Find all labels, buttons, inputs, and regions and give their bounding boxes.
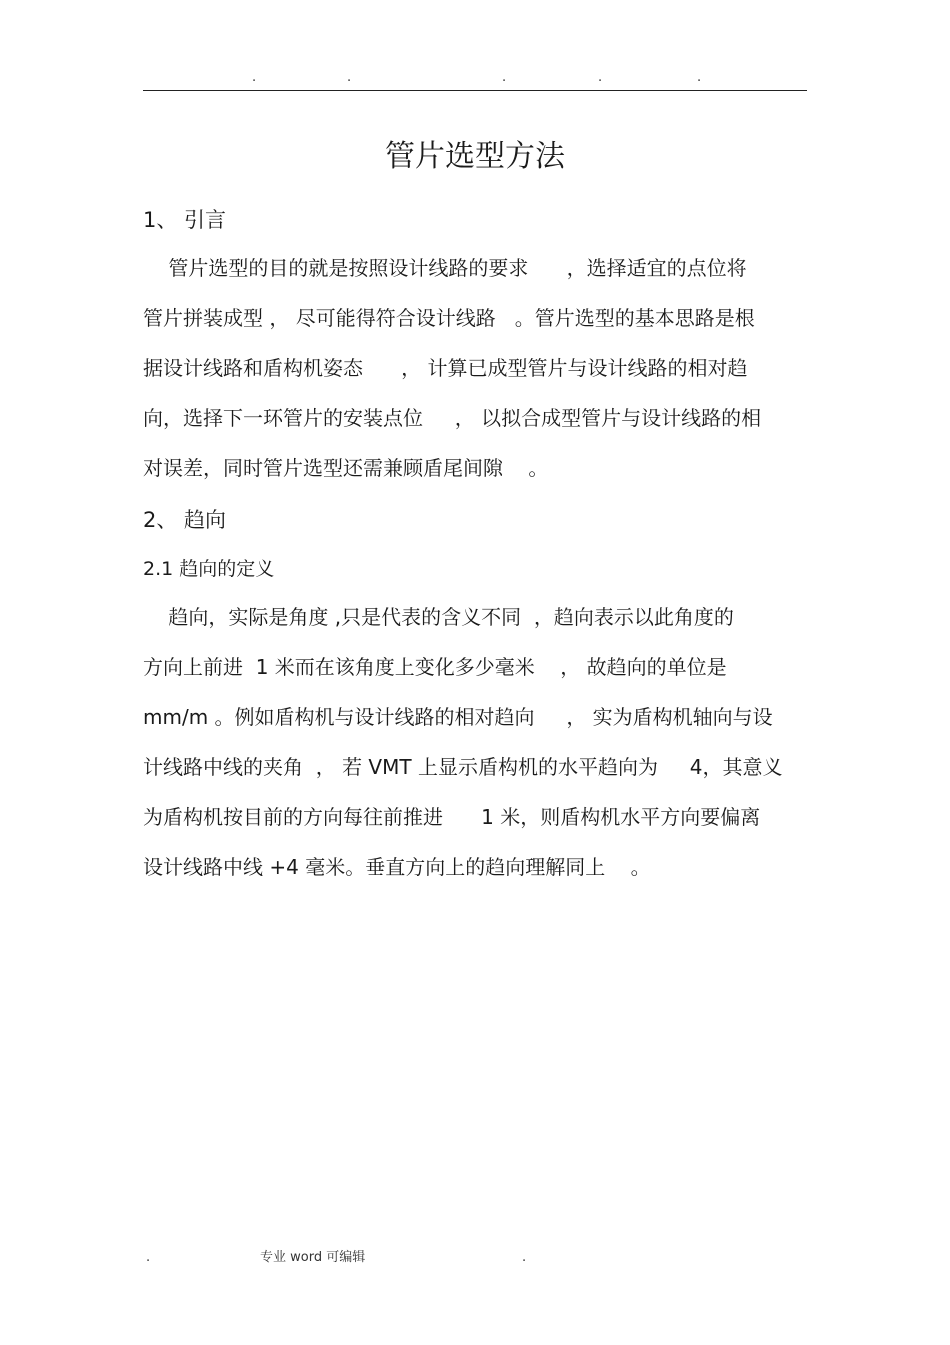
header-dots	[0, 70, 950, 90]
paragraph-line: 计线路中线的夹角 ， 若 VMT 上显示盾构机的水平趋向为 4，其意义	[143, 755, 783, 779]
subsection-heading-trend-definition: 2.1 趋向的定义	[143, 558, 275, 580]
footer-label: 专业 word 可编辑	[260, 1250, 366, 1265]
header-dot: .	[252, 70, 257, 85]
paragraph-line: 向，选择下一环管片的安装点位 ， 以拟合成型管片与设计线路的相	[143, 406, 762, 430]
paragraph-line: mm/m 。例如盾构机与设计线路的相对趋向 ， 实为盾构机轴向与设	[143, 705, 773, 729]
header-dot: .	[347, 70, 352, 85]
header-dot: .	[502, 70, 507, 85]
paragraph-line: 为盾构机按目前的方向每往前推进 1 米，则盾构机水平方向要偏离	[143, 805, 761, 829]
paragraph-line: 设计线路中线 +4 毫米。垂直方向上的趋向理解同上 。	[143, 855, 651, 879]
paragraph-line: 方向上前进 1 米而在该角度上变化多少毫米 ， 故趋向的单位是	[143, 655, 727, 679]
paragraph-line: 趋向，实际是角度 ,只是代表的含义不同 ，趋向表示以此角度的	[143, 605, 734, 629]
header-dot: .	[697, 70, 702, 85]
footer-dot-left: .	[146, 1250, 151, 1265]
footer-dot-right: .	[522, 1250, 527, 1265]
section-heading-intro: 1、 引言	[143, 208, 227, 232]
paragraph-line: 据设计线路和盾构机姿态 ， 计算已成型管片与设计线路的相对趋	[143, 356, 748, 380]
trend-definition-paragraph	[143, 592, 807, 892]
paragraph-line: 对误差，同时管片选型还需兼顾盾尾间隙 。	[143, 456, 549, 480]
intro-paragraph	[143, 243, 807, 493]
header-divider	[143, 90, 807, 91]
paragraph-line: 管片拼装成型 ， 尽可能得符合设计线路 。管片选型的基本思路是根	[143, 306, 755, 330]
section-heading-trend: 2、 趋向	[143, 508, 227, 532]
paragraph-line: 管片选型的目的就是按照设计线路的要求 ，选择适宜的点位将	[143, 256, 747, 280]
header-dot: .	[598, 70, 603, 85]
document-title: 管片选型方法	[385, 139, 565, 174]
